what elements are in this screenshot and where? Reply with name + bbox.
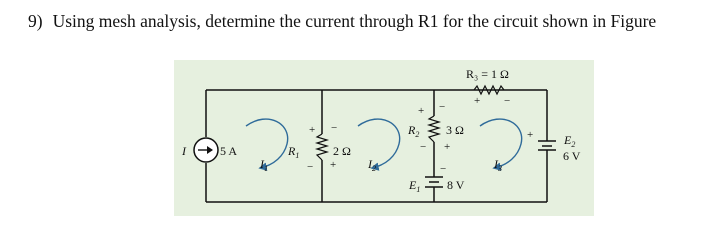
r1-plus: +: [309, 124, 316, 136]
e1-name: $E_1$: [409, 178, 421, 194]
r3-minus: −: [504, 95, 511, 107]
r1-minus-low: −: [307, 161, 314, 173]
r1-plus-low: +: [330, 159, 337, 171]
r2-value: 3 Ω: [446, 123, 464, 137]
r2-minus: −: [439, 101, 446, 113]
current-source-value: 5 A: [220, 144, 238, 158]
e2-name: $E_2$: [564, 133, 576, 149]
r2-plus-low: +: [444, 141, 451, 153]
r1-value: 2 Ω: [333, 144, 351, 158]
current-source: [194, 138, 218, 162]
r2-plus: +: [418, 105, 425, 117]
r3-label: R₃ = 1 Ω: [466, 67, 509, 81]
question-body: Using mesh analysis, determine the current through R1 for the circuit shown in Figure: [52, 11, 657, 31]
r1-minus: −: [331, 122, 338, 134]
e1-minus: −: [440, 163, 447, 175]
mesh-i3-label: $I_3$: [494, 157, 502, 173]
e2-plus: +: [527, 129, 534, 141]
r2-minus-low: −: [420, 141, 427, 153]
e2-value: 6 V: [563, 149, 581, 163]
r1-name: $R_1$: [288, 144, 300, 160]
question-number: 9): [28, 11, 43, 31]
mesh-i2-label: $I_2$: [368, 157, 376, 173]
r2-name: $R_2$: [408, 123, 420, 139]
e1-value: 8 V: [447, 178, 465, 192]
current-source-symbol: I: [182, 144, 186, 158]
r3-plus: +: [474, 95, 481, 107]
mesh-i1-label: $I_1$: [260, 157, 268, 173]
